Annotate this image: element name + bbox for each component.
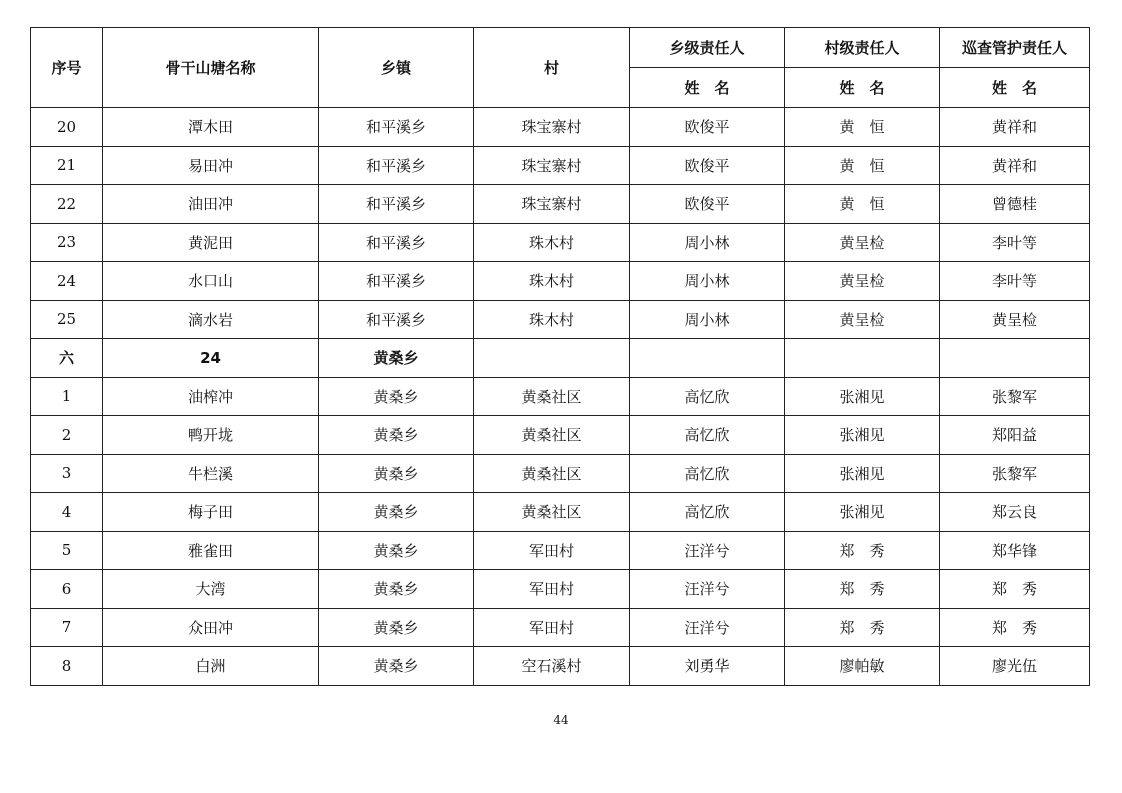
cell-pond: 油田冲 [103,185,319,224]
cell-town-resp: 欧俊平 [630,185,785,224]
header-village-responsible: 村级责任人 [785,28,940,68]
cell-village: 珠木村 [474,300,630,339]
table-row [31,570,1090,609]
cell-pond: 潭木田 [103,108,319,147]
cell-patrol-resp: 黄祥和 [940,146,1090,185]
cell-village: 黄桑社区 [474,493,630,532]
cell-village: 珠宝寨村 [474,146,630,185]
cell-village-resp: 张湘见 [785,416,940,455]
cell-patrol-resp: 黄呈检 [940,300,1090,339]
cell-town-resp: 高忆欣 [630,493,785,532]
cell-pond: 滴水岩 [103,300,319,339]
cell-pond: 油榨冲 [103,377,319,416]
cell-index: 5 [31,531,103,570]
cell-index: 24 [31,262,103,301]
section-town: 黄桑乡 [319,339,474,378]
cell-town: 黄桑乡 [319,570,474,609]
cell-index: 2 [31,416,103,455]
cell-village: 黄桑社区 [474,416,630,455]
cell-pond: 大湾 [103,570,319,609]
header-name-label: 姓 名 [785,68,940,108]
cell-village: 珠木村 [474,262,630,301]
table-row [31,108,1090,147]
cell-index: 3 [31,454,103,493]
section-empty-cell [785,339,940,378]
cell-village: 珠木村 [474,223,630,262]
header-index: 序号 [31,28,103,108]
cell-town: 黄桑乡 [319,454,474,493]
cell-patrol-resp: 李叶等 [940,223,1090,262]
header-row [31,28,1090,68]
cell-index: 7 [31,608,103,647]
cell-patrol-resp: 廖光伍 [940,647,1090,686]
table-row [31,647,1090,686]
cell-pond: 白洲 [103,647,319,686]
cell-town: 和平溪乡 [319,185,474,224]
table-row [31,262,1090,301]
cell-patrol-resp: 郑云良 [940,493,1090,532]
table-row [31,493,1090,532]
cell-town: 和平溪乡 [319,108,474,147]
cell-town: 黄桑乡 [319,608,474,647]
cell-town-resp: 欧俊平 [630,146,785,185]
section-index: 六 [31,339,103,378]
section-empty-cell [940,339,1090,378]
cell-village-resp: 黄 恒 [785,108,940,147]
cell-village: 黄桑社区 [474,454,630,493]
section-empty-cell [474,339,630,378]
table-row [31,416,1090,455]
cell-pond: 牛栏溪 [103,454,319,493]
cell-patrol-resp: 黄祥和 [940,108,1090,147]
cell-index: 21 [31,146,103,185]
cell-town: 黄桑乡 [319,531,474,570]
cell-town-resp: 周小林 [630,300,785,339]
table-row [31,454,1090,493]
cell-village-resp: 郑 秀 [785,531,940,570]
cell-village: 军田村 [474,570,630,609]
cell-town-resp: 刘勇华 [630,647,785,686]
cell-patrol-resp: 张黎军 [940,377,1090,416]
table-row [31,377,1090,416]
cell-index: 25 [31,300,103,339]
cell-village: 珠宝寨村 [474,108,630,147]
header-name-label: 姓 名 [630,68,785,108]
cell-village: 黄桑社区 [474,377,630,416]
cell-village-resp: 张湘见 [785,493,940,532]
cell-town: 黄桑乡 [319,377,474,416]
cell-village: 军田村 [474,608,630,647]
cell-index: 22 [31,185,103,224]
cell-pond: 众田冲 [103,608,319,647]
cell-village-resp: 黄呈检 [785,262,940,301]
cell-pond: 水口山 [103,262,319,301]
header-town: 乡镇 [319,28,474,108]
cell-pond: 雅雀田 [103,531,319,570]
cell-town: 和平溪乡 [319,223,474,262]
header-patrol-responsible: 巡查管护责任人 [940,28,1090,68]
cell-town-resp: 汪洋兮 [630,531,785,570]
table-row [31,608,1090,647]
cell-town: 黄桑乡 [319,416,474,455]
cell-index: 8 [31,647,103,686]
cell-village-resp: 郑 秀 [785,608,940,647]
section-count: 24 [103,339,319,378]
cell-patrol-resp: 郑 秀 [940,570,1090,609]
cell-patrol-resp: 曾德桂 [940,185,1090,224]
cell-town-resp: 周小林 [630,223,785,262]
header-name-label: 姓 名 [940,68,1090,108]
cell-pond: 黄泥田 [103,223,319,262]
cell-village: 空石溪村 [474,647,630,686]
cell-pond: 鸭开垅 [103,416,319,455]
cell-pond: 梅子田 [103,493,319,532]
section-empty-cell [630,339,785,378]
cell-patrol-resp: 张黎军 [940,454,1090,493]
header-village: 村 [474,28,630,108]
cell-village-resp: 张湘见 [785,454,940,493]
cell-patrol-resp: 郑 秀 [940,608,1090,647]
cell-town: 和平溪乡 [319,262,474,301]
cell-town: 黄桑乡 [319,647,474,686]
page-number: 44 [553,713,569,727]
cell-patrol-resp: 郑华锋 [940,531,1090,570]
cell-village-resp: 黄呈检 [785,223,940,262]
cell-index: 1 [31,377,103,416]
cell-town-resp: 高忆欣 [630,416,785,455]
cell-patrol-resp: 李叶等 [940,262,1090,301]
cell-index: 6 [31,570,103,609]
table-row [31,531,1090,570]
header-town-responsible: 乡级责任人 [630,28,785,68]
pond-responsibility-table [30,27,1090,686]
cell-town: 和平溪乡 [319,146,474,185]
cell-town-resp: 周小林 [630,262,785,301]
cell-town-resp: 高忆欣 [630,454,785,493]
cell-index: 23 [31,223,103,262]
cell-town-resp: 欧俊平 [630,108,785,147]
cell-village: 军田村 [474,531,630,570]
header-pond-name: 骨干山塘名称 [103,28,319,108]
cell-town: 和平溪乡 [319,300,474,339]
cell-village-resp: 廖帕敏 [785,647,940,686]
table-row [31,185,1090,224]
cell-pond: 易田冲 [103,146,319,185]
cell-town-resp: 高忆欣 [630,377,785,416]
cell-town-resp: 汪洋兮 [630,570,785,609]
section-row [31,339,1090,378]
cell-village-resp: 黄 恒 [785,146,940,185]
cell-patrol-resp: 郑阳益 [940,416,1090,455]
table-row [31,300,1090,339]
cell-index: 4 [31,493,103,532]
table-row [31,146,1090,185]
cell-town-resp: 汪洋兮 [630,608,785,647]
cell-village-resp: 郑 秀 [785,570,940,609]
cell-index: 20 [31,108,103,147]
cell-village-resp: 张湘见 [785,377,940,416]
cell-village-resp: 黄 恒 [785,185,940,224]
cell-village-resp: 黄呈检 [785,300,940,339]
cell-town: 黄桑乡 [319,493,474,532]
cell-village: 珠宝寨村 [474,185,630,224]
table-row [31,223,1090,262]
